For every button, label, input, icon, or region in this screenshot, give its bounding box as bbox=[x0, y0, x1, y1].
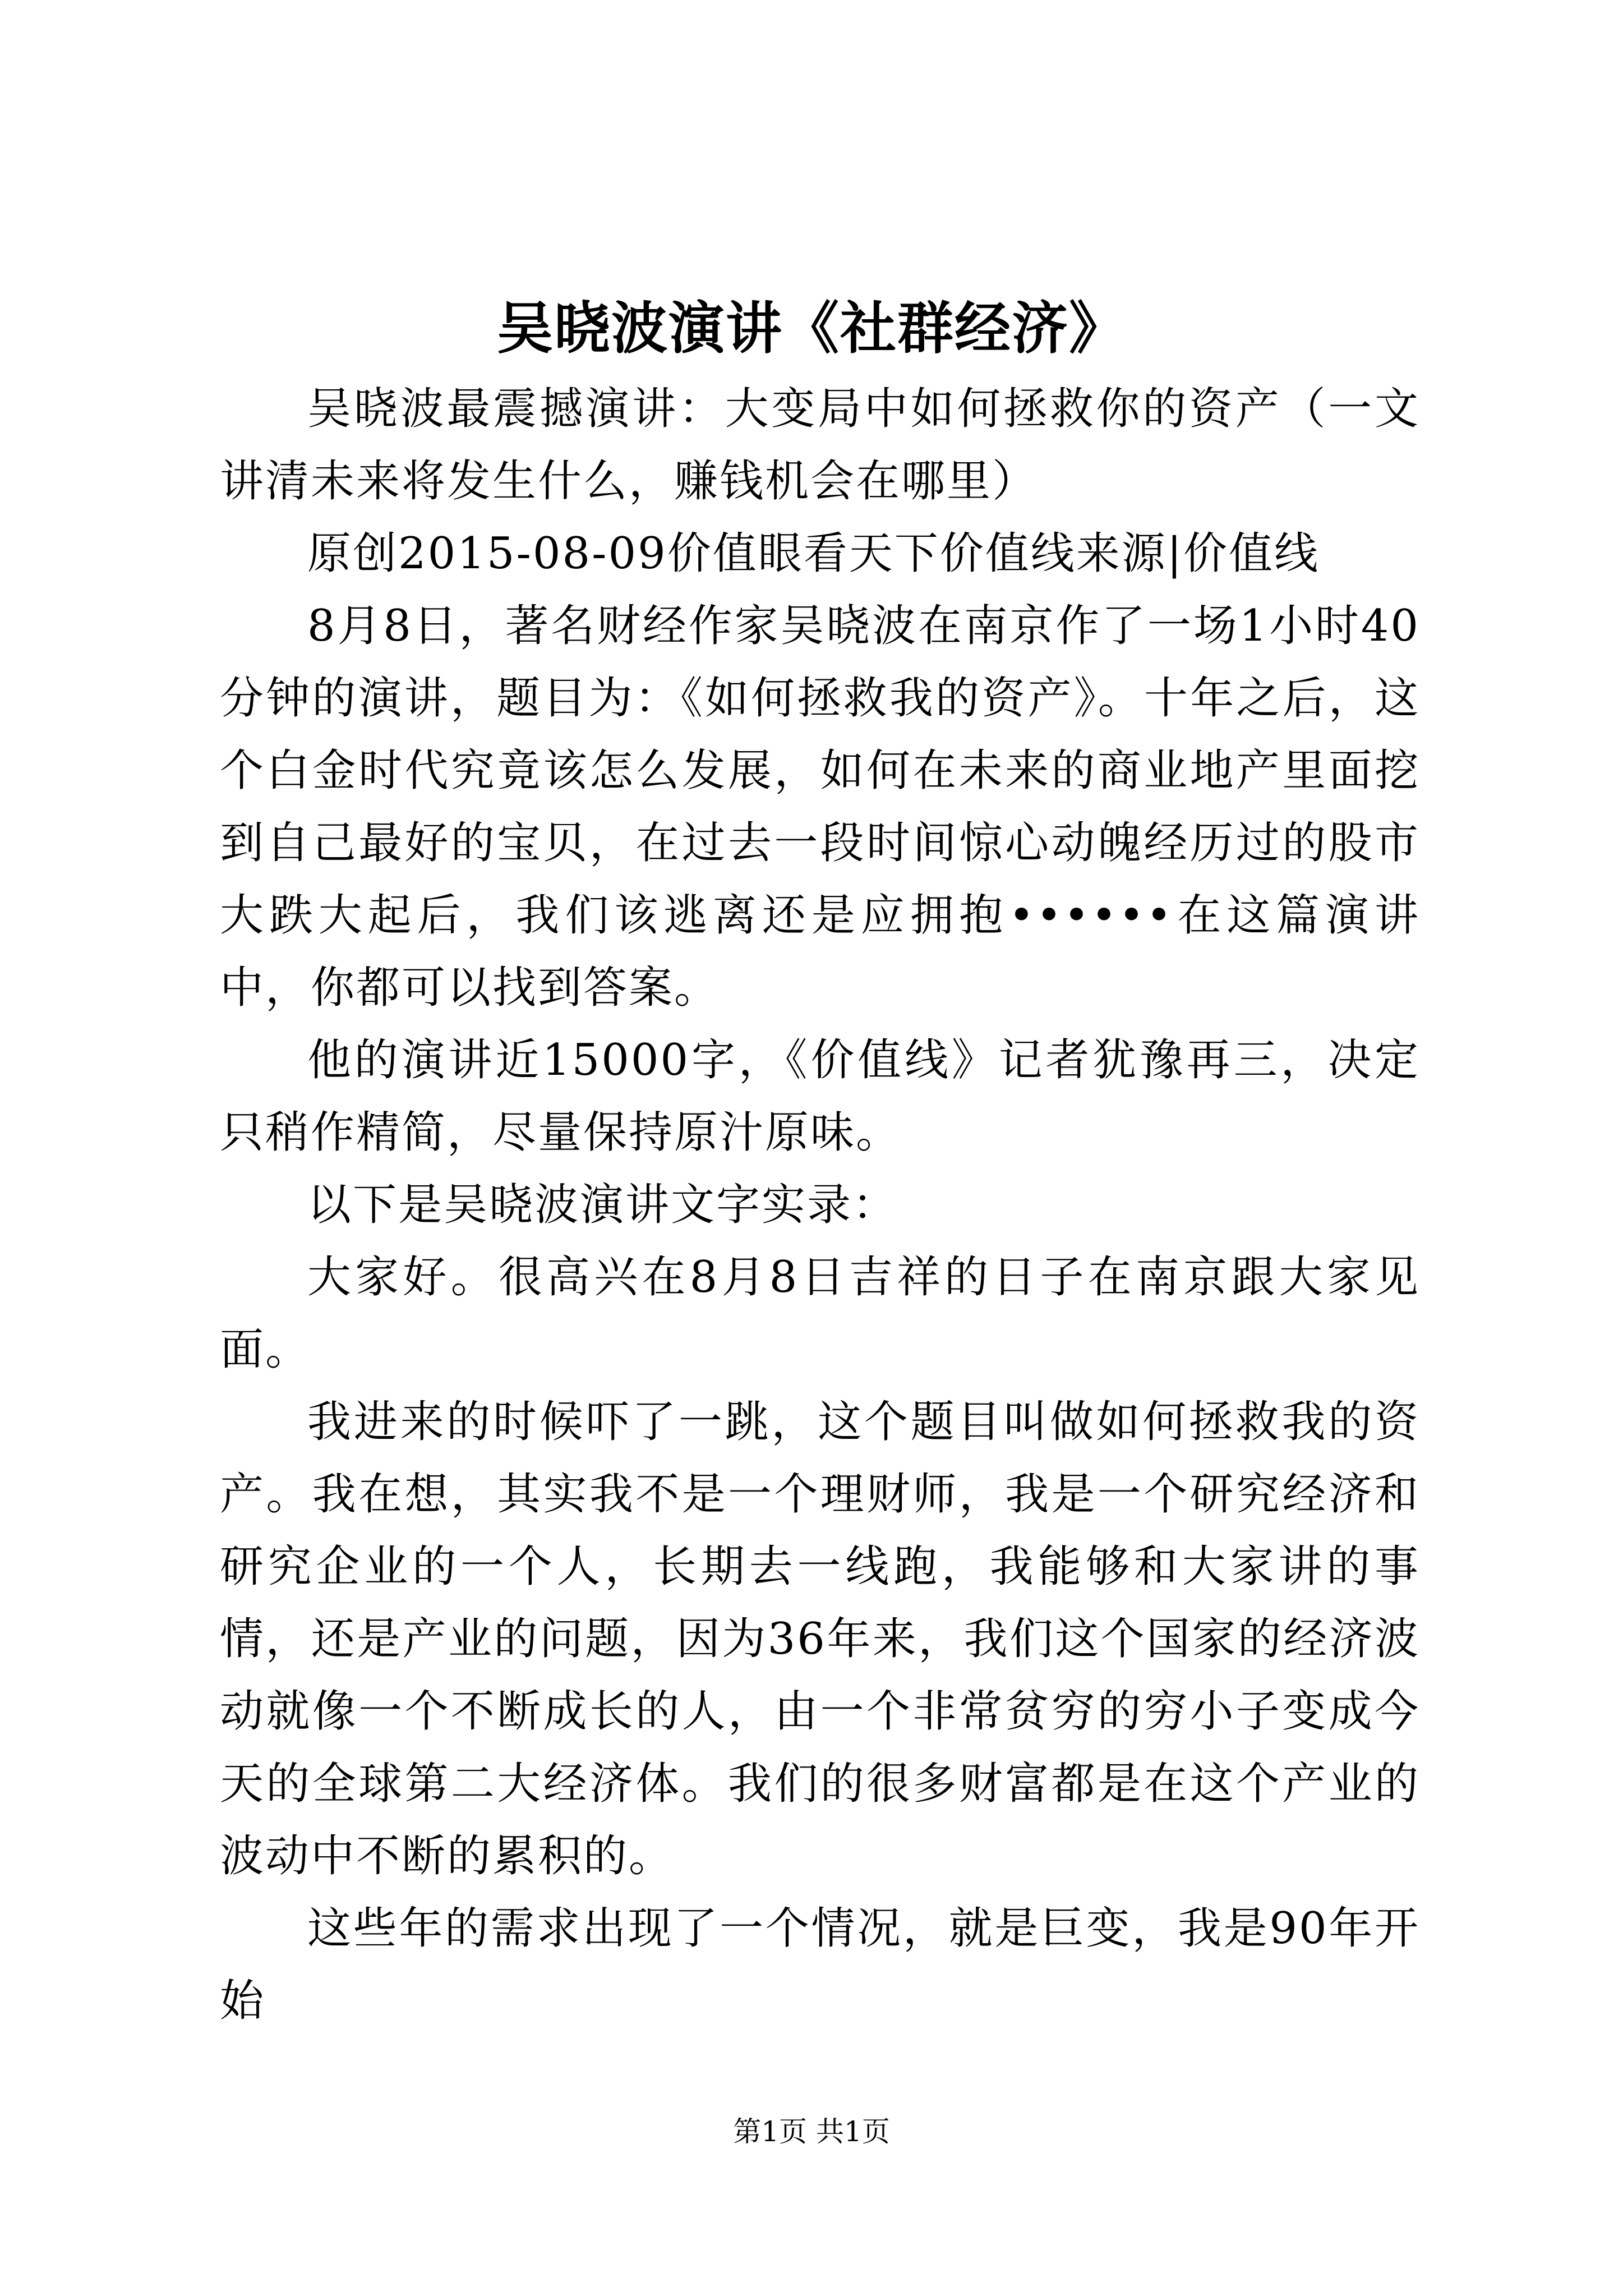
paragraph-greeting: 大家好。很高兴在8月8日吉祥的日子在南京跟大家见面。 bbox=[220, 1252, 1420, 1375]
paragraph-body-2: 这些年的需求出现了一个情况，就是巨变，我是90年开始 bbox=[220, 1903, 1420, 2026]
paragraph-editor-note: 他的演讲近15000字，《价值线》记者犹豫再三，决定只稍作精简，尽量保持原汁原味。 bbox=[220, 1035, 1420, 1158]
paragraph-source: 原创2015-08-09价值眼看天下价值线来源|价值线 bbox=[307, 528, 1320, 579]
paragraph-transcript-heading: 以下是吴晓波演讲文字实录： bbox=[307, 1180, 898, 1230]
paragraph-subtitle: 吴晓波最震撼演讲：大变局中如何拯救你的资产（一文讲清未来将发生什么，赚钱机会在哪里） bbox=[220, 384, 1420, 507]
document-body bbox=[220, 373, 1420, 2037]
document-title: 吴晓波演讲《社群经济》 bbox=[497, 295, 1126, 361]
paragraph-body-1: 我进来的时候吓了一跳，这个题目叫做如何拯救我的资产。我在想，其实我不是一个理财师，我是一个研究经济和研究企业的一个人，长期去一线跑，我能够和大家讲的事情，还是产业的问题，因为36年来，我们这个国家的经济波动就像一个不断成长的人，由一个非常贫穷的穷小子变成今天的全球第二大经济体。我们的很多财富都是在这个产业的波动中不断的累积的。 bbox=[220, 1397, 1420, 1881]
page-footer: 第1页 共1页 bbox=[733, 2115, 890, 2148]
paragraph-intro: 8月8日，著名财经作家吴晓波在南京作了一场1小时40分钟的演讲，题目为：《如何拯救我的资产》。十年之后，这个白金时代究竟该怎么发展，如何在未来的商业地产里面挖到自己最好的宝贝，在过去一段时间惊心动魄经历过的股市大跌大起后，我们该逃离还是应拥抱••••••在这篇演讲中，你都可以找到答案。 bbox=[220, 601, 1420, 1013]
